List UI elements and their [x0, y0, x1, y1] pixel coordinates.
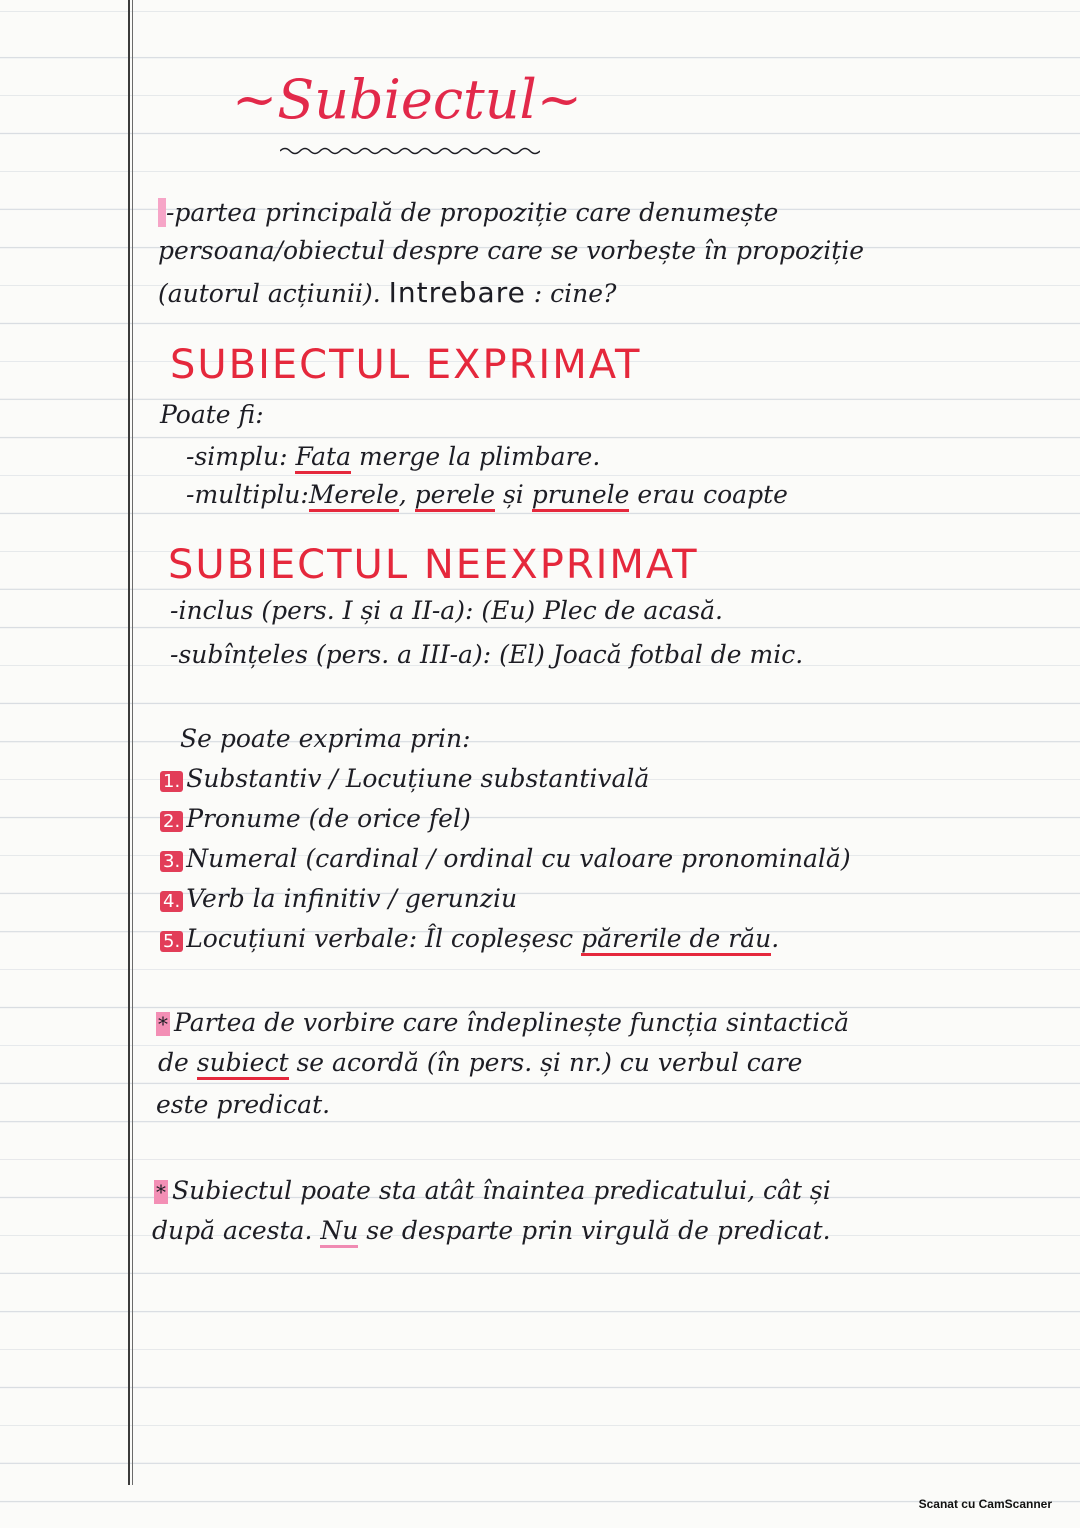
- note-1-line-3: este predicat.: [156, 1090, 331, 1119]
- margin-line: [128, 0, 130, 1485]
- list-item: [160, 844, 851, 873]
- multiple-subject-line: [186, 480, 788, 509]
- note-2-line-1: [154, 1176, 831, 1205]
- list-item: [160, 764, 649, 793]
- list-item-text: Verb la infinitiv / gerunziu: [186, 884, 518, 913]
- multiple-rest: erau coapte: [629, 480, 788, 509]
- note-2-line-2: [152, 1216, 831, 1245]
- list-item: [160, 804, 471, 833]
- simple-rest: merge la plimbare.: [358, 442, 601, 471]
- note-2-text-2b: se desparte prin virgulă de predicat.: [358, 1216, 831, 1245]
- multiple-sep-2: și: [495, 480, 532, 509]
- page-title: ~Subiectul~: [232, 68, 583, 131]
- note-2-text-1: Subiectul poate sta atât înaintea predicatului, cât și: [172, 1176, 831, 1205]
- note-1-line-2: [158, 1048, 802, 1077]
- star-icon: *: [156, 1180, 166, 1204]
- list-number: 1.: [160, 771, 183, 792]
- star-icon: *: [158, 1012, 168, 1036]
- question-text: : cine?: [533, 279, 617, 308]
- list-item-text: Pronume (de orice fel): [186, 804, 471, 833]
- note-2-text-2a: după acesta.: [152, 1216, 321, 1245]
- note-1-text-2a: de: [158, 1048, 197, 1077]
- simple-subject-line: [186, 442, 600, 471]
- note-1-underlined: subiect: [197, 1048, 289, 1080]
- multiple-subject-3: prunele: [532, 480, 630, 512]
- implied-line: -subînțeles (pers. a III-a): (El) Joacă fotbal de mic.: [170, 640, 804, 669]
- heading-expressed: SUBIECTUL EXPRIMAT: [170, 342, 642, 388]
- list-item-text: Substantiv / Locuțiune substantivală: [186, 764, 650, 793]
- definition-text-3a: (autorul acțiunii).: [158, 279, 381, 308]
- list-item: [160, 884, 517, 913]
- included-line: -inclus (pers. I și a II-a): (Eu) Plec de acasă.: [170, 596, 723, 625]
- question-label: Intrebare: [388, 276, 526, 309]
- note-1-text-2b: se acordă (în pers. și nr.) cu verbul care: [288, 1048, 803, 1077]
- definition-line-2: persoana/obiectul despre care se vorbește în propoziție: [158, 236, 865, 265]
- list-number: 4.: [160, 891, 183, 912]
- list-item-end: .: [771, 924, 780, 953]
- scanner-watermark: Scanat cu CamScanner: [918, 1497, 1052, 1511]
- multiple-label: -multiplu:: [186, 480, 309, 509]
- definition-line-1: [158, 198, 778, 227]
- list-item-underlined: părerile de rău: [581, 924, 771, 956]
- simple-subject-word: Fata: [295, 442, 351, 474]
- definition-line-3: [158, 276, 616, 309]
- simple-label: -simplu:: [186, 442, 288, 471]
- list-number: 3.: [160, 851, 183, 872]
- note-2-underlined: Nu: [320, 1216, 358, 1248]
- list-item-text: Locuțiuni verbale: Îl copleșesc: [186, 924, 582, 953]
- list-number: 5.: [160, 931, 183, 952]
- note-1-text-1: Partea de vorbire care îndeplinește funcția sintactică: [174, 1008, 849, 1037]
- list-item-text: Numeral (cardinal / ordinal cu valoare pronominală): [186, 844, 851, 873]
- expressed-by-label: Se poate exprima prin:: [180, 724, 471, 753]
- definition-text-1: -partea principală de propoziție care denumește: [165, 198, 779, 227]
- multiple-subject-2: perele: [415, 480, 495, 512]
- heading-unexpressed: SUBIECTUL NEEXPRIMAT: [168, 542, 699, 588]
- multiple-subject-1: Merele: [309, 480, 399, 512]
- margin-line-secondary: [132, 0, 133, 1485]
- multiple-sep-1: ,: [398, 480, 415, 509]
- highlight-dash: [158, 198, 166, 227]
- can-be-label: Poate fi:: [160, 400, 264, 429]
- list-number: 2.: [160, 811, 183, 832]
- note-1-line-1: [156, 1008, 849, 1037]
- title-wavy-underline: [280, 146, 540, 156]
- list-item: [160, 924, 779, 953]
